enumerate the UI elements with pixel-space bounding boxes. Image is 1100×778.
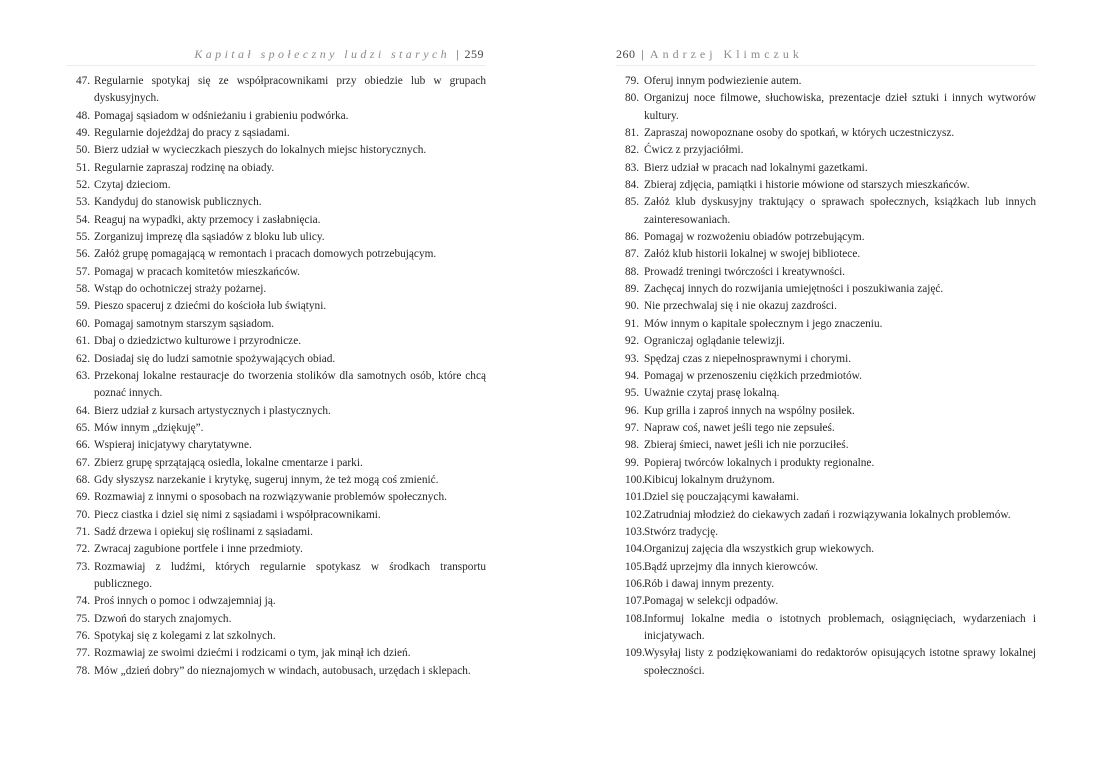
list-item	[616, 125, 1036, 142]
list-item-text: Prowadź treningi twórczości i kreatywności.	[644, 265, 846, 278]
list-item	[66, 645, 486, 662]
list-item-text: Zachęcaj innych do rozwijania umiejętności i poszukiwania zajęć.	[644, 283, 944, 296]
list-item-text: Informuj lokalne media o istotnych problemach, osiągnięciach, wydarzeniach i inicjatywach.	[644, 612, 1036, 642]
list-item	[616, 90, 1036, 125]
list-item-text: Rozmawiaj z innymi o sposobach na rozwiązywanie problemów społecznych.	[94, 491, 447, 504]
list-item	[66, 316, 486, 333]
list-item	[616, 73, 1036, 90]
list-item-number: 103.	[625, 525, 645, 538]
list-item-number: 81.	[625, 127, 640, 140]
list-item-text: Wysyłaj listy z podziękowaniami do redaktorów opisujących istotne sprawy lokalnej społeczności.	[644, 647, 1036, 677]
list-item-number: 62.	[76, 352, 91, 365]
left-page	[66, 0, 486, 778]
list-item-number: 50.	[76, 144, 91, 157]
list-item-number: 79.	[625, 75, 640, 87]
list-item-number: 51.	[76, 161, 91, 174]
list-item-number: 83.	[625, 161, 640, 174]
list-item-number: 58.	[76, 283, 91, 296]
list-item-number: 55.	[76, 231, 91, 244]
list-item	[66, 455, 486, 472]
list-item	[616, 368, 1036, 385]
list-item-number: 108.	[625, 612, 645, 625]
list-item-number: 73.	[76, 560, 91, 573]
list-item-number: 107.	[625, 595, 645, 608]
list-item-number: 89.	[625, 283, 640, 296]
list-item-text: Sadź drzewa i opiekuj się roślinami z sąsiadami.	[94, 525, 313, 538]
page-number: 260	[616, 47, 636, 61]
list-item-text: Załóż klub dyskusyjny traktujący o sprawach społecznych, książkach lub innych zainteresowaniach.	[644, 196, 1036, 226]
list-item-number: 77.	[76, 647, 91, 660]
list-item-text: Uważnie czytaj prasę lokalną.	[644, 387, 780, 400]
list-item-text: Pomagaj w pracach komitetów mieszkańców.	[94, 265, 300, 278]
list-item-number: 47.	[76, 75, 91, 87]
list-item-number: 48.	[76, 109, 91, 122]
numbered-list-left	[66, 73, 486, 680]
list-item-number: 69.	[76, 491, 91, 504]
list-item-text: Regularnie dojeżdżaj do pracy z sąsiadami.	[94, 127, 290, 140]
list-item-text: Popieraj twórców lokalnych i produkty regionalne.	[644, 456, 875, 469]
list-item	[66, 264, 486, 281]
list-item-number: 63.	[76, 369, 91, 382]
list-item	[66, 489, 486, 506]
list-item-text: Oferuj innym podwiezienie autem.	[644, 75, 802, 87]
list-item-number: 70.	[76, 508, 91, 521]
list-item-text: Dziel się pouczającymi kawałami.	[644, 491, 799, 504]
list-item	[616, 524, 1036, 541]
list-item-text: Zwracaj zagubione portfele i inne przedmioty.	[94, 543, 303, 556]
list-item	[66, 298, 486, 315]
list-item-number: 59.	[76, 300, 91, 313]
list-item-text: Załóż klub historii lokalnej w swojej bibliotece.	[644, 248, 861, 261]
list-item	[66, 212, 486, 229]
list-item-text: Kup grilla i zaproś innych na wspólny posiłek.	[644, 404, 855, 417]
list-item	[616, 385, 1036, 402]
list-item-number: 82.	[625, 144, 640, 157]
list-item-number: 72.	[76, 543, 91, 556]
list-item	[616, 351, 1036, 368]
list-item-number: 64.	[76, 404, 91, 417]
list-item	[66, 177, 486, 194]
list-item	[616, 281, 1036, 298]
list-item	[616, 420, 1036, 437]
list-item-text: Napraw coś, nawet jeśli tego nie zepsułeś.	[644, 421, 835, 434]
list-item-text: Zbieraj śmieci, nawet jeśli ich nie porzuciłeś.	[644, 439, 849, 452]
list-item	[616, 455, 1036, 472]
list-item-number: 80.	[625, 92, 640, 105]
list-item-text: Zbierz grupę sprzątającą osiedla, lokalne cmentarze i parki.	[94, 456, 363, 469]
running-head-author: Andrzej Klimczuk	[649, 47, 803, 61]
list-item-number: 97.	[625, 421, 640, 434]
list-item-text: Stwórz tradycję.	[644, 525, 719, 538]
list-item	[616, 264, 1036, 281]
running-head-right	[616, 45, 1036, 66]
list-item-number: 54.	[76, 213, 91, 226]
list-item	[616, 316, 1036, 333]
list-item	[616, 645, 1036, 680]
list-item	[66, 73, 486, 108]
list-item-text: Piecz ciastka i dziel się nimi z sąsiadami i współpracownikami.	[94, 508, 381, 521]
list-item-text: Organizuj zajęcia dla wszystkich grup wiekowych.	[644, 543, 875, 556]
list-item	[66, 403, 486, 420]
list-item	[66, 611, 486, 628]
list-item-text: Ograniczaj oglądanie telewizji.	[644, 335, 785, 348]
list-item-number: 74.	[76, 595, 91, 608]
list-item-text: Pomagaj samotnym starszym sąsiadom.	[94, 317, 275, 330]
list-item-number: 94.	[625, 369, 640, 382]
list-item-number: 53.	[76, 196, 91, 209]
list-item-text: Reaguj na wypadki, akty przemocy i zasłabnięcia.	[94, 213, 321, 226]
list-item-text: Pomagaj sąsiadom w odśnieżaniu i grabieniu podwórka.	[94, 109, 349, 122]
list-item	[616, 593, 1036, 610]
list-item-number: 101.	[625, 491, 645, 504]
list-item	[66, 420, 486, 437]
list-item-number: 90.	[625, 300, 640, 313]
list-item-number: 67.	[76, 456, 91, 469]
list-item-number: 76.	[76, 630, 91, 642]
list-item	[616, 403, 1036, 420]
list-item	[66, 333, 486, 350]
list-item-number: 60.	[76, 317, 91, 330]
list-item	[616, 298, 1036, 315]
list-item-text: Mów „dzień dobry” do nieznajomych w windach, autobusach, urzędach i sklepach.	[94, 664, 471, 677]
list-item-number: 75.	[76, 612, 91, 625]
list-item	[616, 489, 1036, 506]
list-item-text: Zorganizuj imprezę dla sąsiadów z bloku lub ulicy.	[94, 231, 325, 244]
list-item-number: 52.	[76, 179, 91, 192]
list-item-number: 68.	[76, 473, 91, 486]
list-item-text: Pomagaj w rozwożeniu obiadów potrzebującym.	[644, 231, 865, 244]
list-item-number: 109.	[625, 647, 645, 660]
list-item	[66, 281, 486, 298]
list-item	[616, 472, 1036, 489]
list-item-text: Rób i dawaj innym prezenty.	[644, 577, 775, 590]
list-item-text: Regularnie zapraszaj rodzinę na obiady.	[94, 161, 275, 174]
list-item-text: Spędzaj czas z niepełnosprawnymi i chorymi.	[644, 352, 852, 365]
list-item	[616, 559, 1036, 576]
list-item-text: Gdy słyszysz narzekanie i krytykę, sugeruj innym, że też mogą coś zmienić.	[94, 473, 439, 486]
list-item	[66, 160, 486, 177]
list-item-text: Dzwoń do starych znajomych.	[94, 612, 232, 625]
list-item-text: Wspieraj inicjatywy charytatywne.	[94, 439, 252, 452]
list-item-text: Pieszo spaceruj z dziećmi do kościoła lub świątyni.	[94, 300, 327, 313]
list-item-text: Organizuj noce filmowe, słuchowiska, prezentacje dzieł sztuki i innych wytworów kultury.	[644, 92, 1036, 122]
list-item-number: 96.	[625, 404, 640, 417]
list-item-number: 56.	[76, 248, 91, 261]
list-item-text: Kandyduj do stanowisk publicznych.	[94, 196, 262, 209]
list-item	[66, 524, 486, 541]
list-item	[66, 351, 486, 368]
running-head-title: Kapitał społeczny ludzi starych	[194, 47, 451, 61]
list-item-number: 105.	[625, 560, 645, 573]
running-head-left	[66, 45, 486, 66]
list-item-text: Mów innym „dziękuję”.	[94, 421, 204, 434]
list-item-text: Mów innym o kapitale społecznym i jego znaczeniu.	[644, 317, 883, 330]
list-item	[66, 246, 486, 263]
list-item-text: Wstąp do ochotniczej straży pożarnej.	[94, 283, 267, 296]
list-item-text: Czytaj dzieciom.	[94, 179, 171, 192]
list-item	[66, 663, 486, 680]
list-item-text: Nie przechwalaj się i nie okazuj zazdrości.	[644, 300, 837, 313]
list-item-text: Zatrudniaj młodzież do ciekawych zadań i rozwiązywania lokalnych problemów.	[644, 508, 1011, 521]
list-item-text: Pomagaj w przenoszeniu ciężkich przedmiotów.	[644, 369, 862, 382]
list-item-number: 88.	[625, 265, 640, 278]
list-item-number: 85.	[625, 196, 640, 209]
list-item-text: Dosiadaj się do ludzi samotnie spożywających obiad.	[94, 352, 336, 365]
list-item	[616, 194, 1036, 229]
numbered-list-right	[616, 73, 1036, 680]
list-item	[66, 628, 486, 645]
list-item-text: Pomagaj w selekcji odpadów.	[644, 595, 779, 608]
list-item	[66, 368, 486, 403]
list-item-text: Regularnie spotykaj się ze współpracownikami przy obiedzie lub w grupach dyskusyjnych.	[94, 75, 486, 105]
list-item-text: Rozmawiaj ze swoimi dziećmi i rodzicami o tym, jak minął ich dzień.	[94, 647, 411, 660]
list-item	[66, 472, 486, 489]
list-item	[616, 142, 1036, 159]
list-item-number: 86.	[625, 231, 640, 244]
list-item-number: 99.	[625, 456, 640, 469]
list-item-number: 102.	[625, 508, 645, 521]
list-item	[616, 177, 1036, 194]
list-item-number: 57.	[76, 265, 91, 278]
list-item	[66, 108, 486, 125]
list-item-number: 95.	[625, 387, 640, 400]
list-item-number: 65.	[76, 421, 91, 434]
list-item-number: 106.	[625, 577, 645, 590]
list-item	[616, 541, 1036, 558]
list-item-number: 49.	[76, 127, 91, 140]
list-item	[66, 142, 486, 159]
page-number: 259	[464, 47, 484, 61]
list-item-number: 71.	[76, 525, 91, 538]
list-item-text: Załóż grupę pomagającą w remontach i pracach domowych potrzebującym.	[94, 248, 437, 261]
list-item-number: 98.	[625, 439, 640, 452]
right-page	[616, 0, 1036, 778]
list-item	[66, 541, 486, 558]
list-item-number: 87.	[625, 248, 640, 261]
list-item	[66, 507, 486, 524]
running-head-separator: |	[641, 47, 644, 61]
list-item-number: 93.	[625, 352, 640, 365]
list-item-text: Bierz udział z kursach artystycznych i plastycznych.	[94, 404, 331, 417]
list-item	[66, 229, 486, 246]
list-item-number: 100.	[625, 473, 645, 486]
list-item-number: 61.	[76, 335, 91, 348]
list-item-text: Dbaj o dziedzictwo kulturowe i przyrodnicze.	[94, 335, 302, 348]
list-item-text: Przekonaj lokalne restauracje do tworzenia stolików dla samotnych osób, które chcą poznać innych.	[94, 369, 486, 400]
list-item	[616, 437, 1036, 454]
list-item-number: 78.	[76, 664, 91, 677]
list-item-text: Ćwicz z przyjaciółmi.	[644, 144, 744, 157]
list-item-text: Spotykaj się z kolegami z lat szkolnych.	[94, 630, 276, 642]
list-item	[616, 333, 1036, 350]
list-item	[616, 246, 1036, 263]
list-item-text: Bierz udział w pracach nad lokalnymi gazetkami.	[644, 161, 868, 174]
list-item	[616, 507, 1036, 524]
list-item	[66, 559, 486, 594]
list-item-number: 66.	[76, 439, 91, 452]
list-item	[66, 593, 486, 610]
list-item	[616, 576, 1036, 593]
list-item	[616, 229, 1036, 246]
list-item-text: Bądź uprzejmy dla innych kierowców.	[644, 560, 818, 573]
list-item-number: 104.	[625, 543, 645, 556]
list-item-text: Kibicuj lokalnym drużynom.	[644, 473, 775, 486]
list-item-number: 91.	[625, 317, 640, 330]
list-item-number: 92.	[625, 335, 640, 348]
list-item	[66, 125, 486, 142]
list-item-text: Rozmawiaj z ludźmi, których regularnie spotykasz w środkach transportu publicznego.	[94, 560, 486, 590]
list-item-text: Zbieraj zdjęcia, pamiątki i historie mówione od starszych mieszkańców.	[644, 179, 970, 192]
list-item	[66, 437, 486, 454]
list-item-text: Proś innych o pomoc i odwzajemniaj ją.	[94, 595, 276, 608]
list-item	[616, 611, 1036, 646]
running-head-separator: |	[456, 47, 459, 61]
list-item	[616, 160, 1036, 177]
list-item-number: 84.	[625, 179, 640, 192]
list-item-text: Zapraszaj nowopoznane osoby do spotkań, w których uczestniczysz.	[644, 127, 955, 140]
list-item	[66, 194, 486, 211]
list-item-text: Bierz udział w wycieczkach pieszych do lokalnych miejsc historycznych.	[94, 144, 427, 157]
